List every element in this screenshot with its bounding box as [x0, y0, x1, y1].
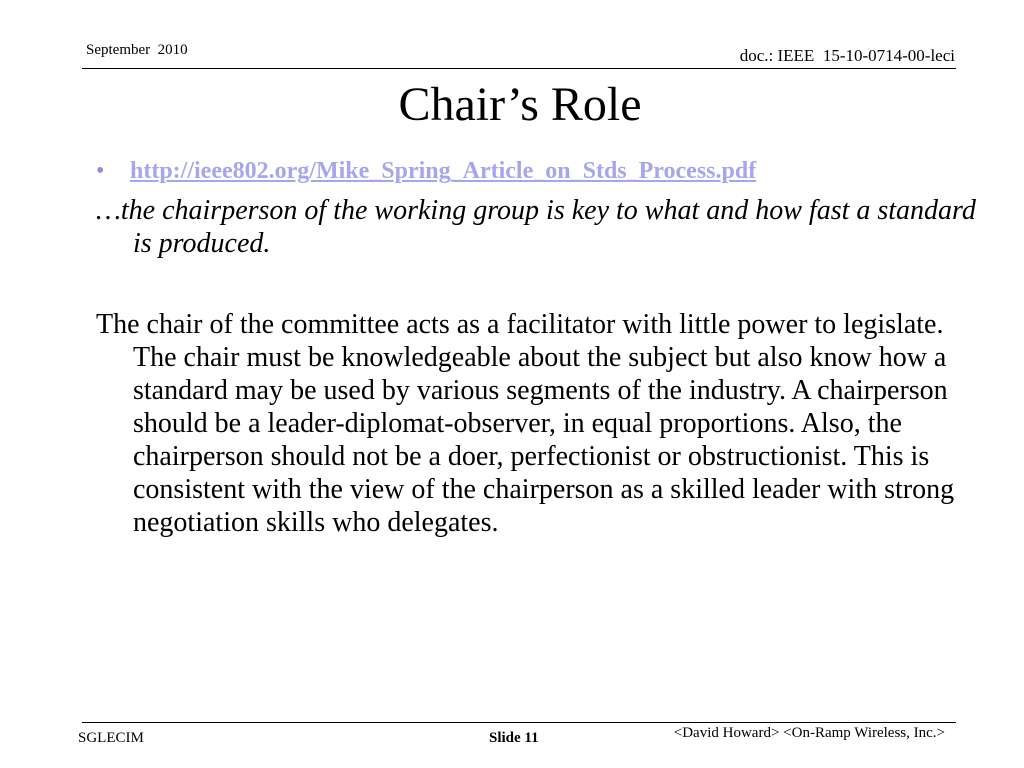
header-date: September 2010 — [86, 42, 188, 58]
body-paragraph: The chair of the committee acts as a facilitator with little power to legislate. The chair must be knowledgeable about the subject but also know how a standard may be used by various segments of the industry. A chairperson should be a leader-diplomat-observer, in equal proportions. Also, the chairperson should not be a doer, perfectionist or obstructionist. This is consistent with the view of the chairperson as a skilled leader with strong negotiation skills who delegates. — [96, 309, 955, 538]
footer-left: SGLECIM — [78, 730, 144, 746]
bullet-icon: • — [96, 158, 105, 184]
slide-title: Chair’s Role — [398, 78, 642, 131]
slide-number: Slide 11 — [489, 730, 539, 746]
footer-author: <David Howard> <On-Ramp Wireless, Inc.> — [673, 725, 945, 741]
header-doc-id: doc.: IEEE 15-10-0714-00-leci — [739, 46, 955, 65]
bullet-item — [96, 156, 756, 186]
footer-divider — [82, 722, 956, 723]
header-divider — [82, 68, 956, 69]
article-link[interactable]: http://ieee802.org/Mike_Spring_Article_on_Stds_Process.pdf — [130, 158, 757, 184]
quote-paragraph: …the chairperson of the working group is key to what and how fast a standard is produced. — [96, 195, 976, 259]
